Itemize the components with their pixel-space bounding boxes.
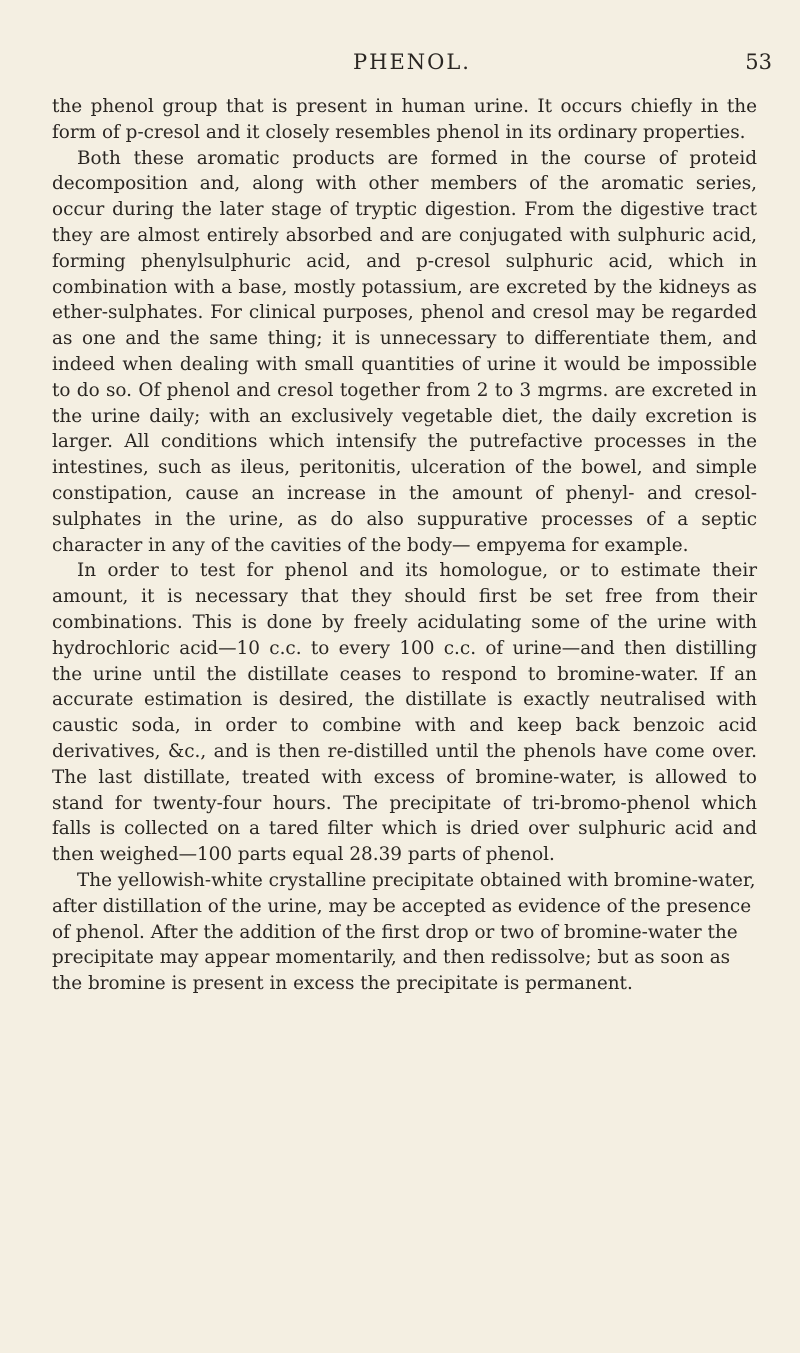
body-text [52,94,757,997]
page-number: 53 [745,50,772,74]
page-title: PHENOL. [353,50,471,74]
paragraph-testing: In order to test for phenol and its homologue, or to estimate their amount, it is necessary that they should first be set free from their combinations. This is done by freely acidulating some of the urine with hydrochloric acid—10 c.c. to every 100 c.c. of urine—and then distilling the urine until the distillate ceases to respond to bromine-water. If an accurate estimation is desired, the distillate is exactly neutralised with caustic soda, in order to combine with and keep back benzoic acid derivatives, &c., and is then re-distilled until the phenols have come over. The last distillate, treated with excess of bromine-water, is allowed to stand for twenty-four hours. The precipitate of tri-bromo-phenol which falls is collected on a tared filter which is dried over sulphuric acid and then weighed—100 parts equal 28.39 parts of phenol. [52,560,757,866]
paragraph-continuation: the phenol group that is present in human urine. It occurs chiefly in the form of p-cresol and it closely resembles phenol in its ordinary properties. [52,96,757,143]
paragraph-precipitate: The yellowish-white crystalline precipitate obtained with bromine-water, after distillation of the urine, may be accepted as evidence of the presence of phenol. After the addition of the first drop or two of bromine-water the precipitate may appear momentarily, and then redissolve; but as soon as the bromine is present in excess the precipitate is permanent. [52,869,756,995]
paragraph-formation: Both these aromatic products are formed in the course of proteid decomposition and, along with other members of the aromatic series, occur during the later stage of tryptic digestion. From the digestive tract they are almost entirely absorbed and are conjugated with sulphuric acid, forming phenylsulphuric acid, and p-cresol sulphuric acid, which in combination with a base, mostly potassium, are excreted by the kidneys as ether-sulphates. For clinical purposes, phenol and cresol may be regarded as one and the same thing; it is unnecessary to differentiate them, and indeed when dealing with small quantities of urine it would be impossible to do so. Of phenol and cresol together from 2 to 3 mgrms. are excreted in the urine daily; with an exclusively vegetable diet, the daily excretion is larger. All conditions which intensify the putrefactive processes in the intestines, such as ileus, peritonitis, ulceration of the bowel, and simple constipation, cause an increase in the amount of phenyl- and cresol-sulphates in the urine, as do also suppurative processes of a septic character in any of the cavities of the body— empyema for example. [52,147,757,556]
running-head [52,50,772,82]
